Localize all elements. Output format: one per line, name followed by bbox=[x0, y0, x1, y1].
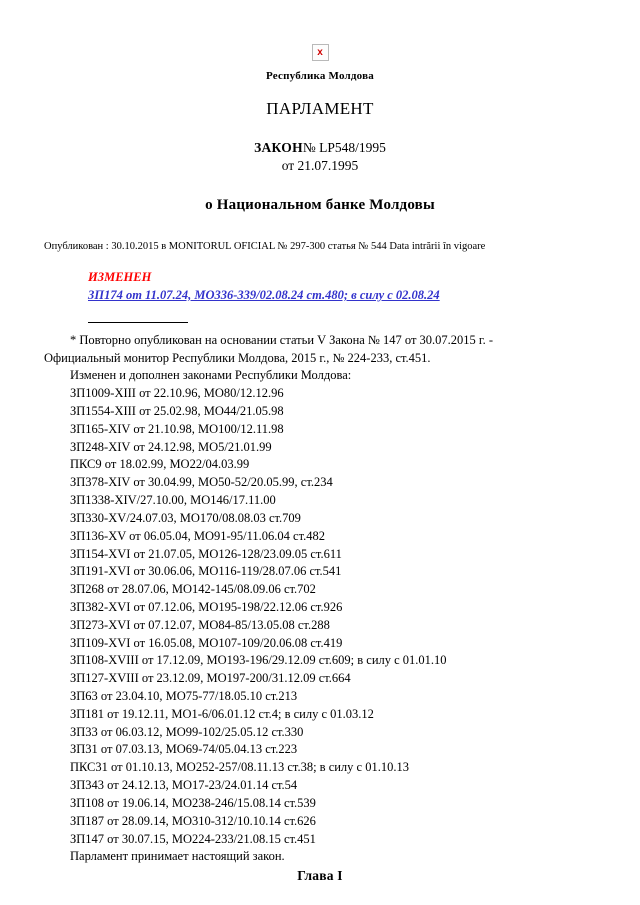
broken-image-x-glyph: x bbox=[317, 46, 323, 58]
published-line: Опубликован : 30.10.2015 в MONITORUL OFICIAL № 297-300 статья № 544 Data intrării în vigoare bbox=[44, 240, 486, 252]
amendment-line: ЗП273-XVI от 07.12.07, MO84-85/13.05.08 ст.288 bbox=[70, 617, 330, 632]
law-number: № LP548/1995 bbox=[302, 140, 386, 155]
amendment-line: ЗП382-XVI от 07.12.06, MO195-198/22.12.06 ст.926 bbox=[70, 599, 343, 614]
amendment-line: ЗП187 от 28.09.14, MO310-312/10.10.14 ст.626 bbox=[70, 813, 316, 828]
page-title: о Национальном банке Молдовы bbox=[205, 196, 435, 213]
institution-heading: ПАРЛАМЕНТ bbox=[266, 99, 374, 118]
amendment-line: ЗП31 от 07.03.13, MO69-74/05.04.13 ст.223 bbox=[70, 742, 298, 757]
amendment-line: ЗП136-XV от 06.05.04, MO91-95/11.06.04 ст.482 bbox=[70, 528, 325, 543]
adoption-line: Парламент принимает настоящий закон. bbox=[70, 849, 285, 864]
amendment-line: ЗП1338-XIV/27.10.00, MO146/17.11.00 bbox=[70, 493, 276, 508]
footnote-line-2: Официальный монитор Республики Молдова, 2015 г., № 224-233, ст.451. bbox=[44, 350, 431, 365]
amendment-line: ЗП147 от 30.07.15, MO224-233/21.08.15 ст.451 bbox=[70, 831, 316, 846]
modified-link[interactable]: ЗП174 от 11.07.24, MO336-339/02.08.24 ст.480; в силу с 02.08.24 bbox=[88, 288, 440, 303]
amendments-list bbox=[44, 385, 596, 848]
divider-line bbox=[88, 322, 188, 323]
broken-image-container bbox=[44, 44, 596, 61]
modified-label: ИЗМЕНЕН bbox=[88, 270, 152, 285]
amendment-line: ЗП268 от 28.07.06, MO142-145/08.09.06 ст.702 bbox=[70, 582, 316, 597]
amendment-line: ПКС31 от 01.10.13, MO252-257/08.11.13 ст.38; в силу с 01.10.13 bbox=[70, 760, 409, 775]
amendment-line: ЗП1009-XIII от 22.10.96, MO80/12.12.96 bbox=[70, 386, 284, 401]
amendment-line: ЗП154-XVI от 21.07.05, MO126-128/23.09.05 ст.611 bbox=[70, 546, 342, 561]
amendment-line: ЗП191-XVI от 30.06.06, MO116-119/28.07.06 ст.541 bbox=[70, 564, 342, 579]
amendment-line: ЗП343 от 24.12.13, MO17-23/24.01.14 ст.54 bbox=[70, 778, 298, 793]
amendment-line: ПКС9 от 18.02.99, MO22/04.03.99 bbox=[70, 457, 250, 472]
amendment-line: ЗП330-XV/24.07.03, MO170/08.08.03 ст.709 bbox=[70, 510, 301, 525]
law-word: ЗАКОН bbox=[254, 140, 303, 155]
amendment-line: ЗП165-XIV от 21.10.98, MO100/12.11.98 bbox=[70, 421, 284, 436]
law-date: от 21.07.1995 bbox=[281, 157, 359, 173]
footnote-divider bbox=[88, 313, 596, 331]
law-number-line bbox=[44, 138, 596, 158]
footnote-line-1: * Повторно опубликован на основании статьи V Закона № 147 от 30.07.2015 г. - bbox=[70, 332, 494, 347]
amendment-line: ЗП127-XVIII от 23.12.09, MO197-200/31.12.09 ст.664 bbox=[70, 671, 351, 686]
republic-heading: Республика Молдова bbox=[266, 70, 374, 82]
amendment-line: ЗП108-XVIII от 17.12.09, MO193-196/29.12.09 ст.609; в силу с 01.01.10 bbox=[70, 653, 447, 668]
amendment-line: ЗП1554-XIII от 25.02.98, MO44/21.05.98 bbox=[70, 404, 284, 419]
amendment-line: ЗП108 от 19.06.14, MO238-246/15.08.14 ст.539 bbox=[70, 795, 316, 810]
amendment-line: ЗП248-XIV от 24.12.98, MO5/21.01.99 bbox=[70, 439, 272, 454]
amendment-line: ЗП378-XIV от 30.04.99, MO50-52/20.05.99, ст.234 bbox=[70, 475, 333, 490]
amendment-line: ЗП63 от 23.04.10, MO75-77/18.05.10 ст.213 bbox=[70, 689, 298, 704]
broken-image-icon bbox=[312, 44, 329, 61]
amendment-line: ЗП181 от 19.12.11, MO1-6/06.01.12 ст.4; в силу с 01.03.12 bbox=[70, 706, 374, 721]
amendments-intro: Изменен и дополнен законами Республики Молдова: bbox=[70, 368, 352, 383]
amendment-line: ЗП33 от 06.03.12, MO99-102/25.05.12 ст.330 bbox=[70, 724, 304, 739]
amendment-line: ЗП109-XVI от 16.05.08, MO107-109/20.06.08 ст.419 bbox=[70, 635, 343, 650]
chapter-heading: Глава I bbox=[297, 868, 343, 884]
